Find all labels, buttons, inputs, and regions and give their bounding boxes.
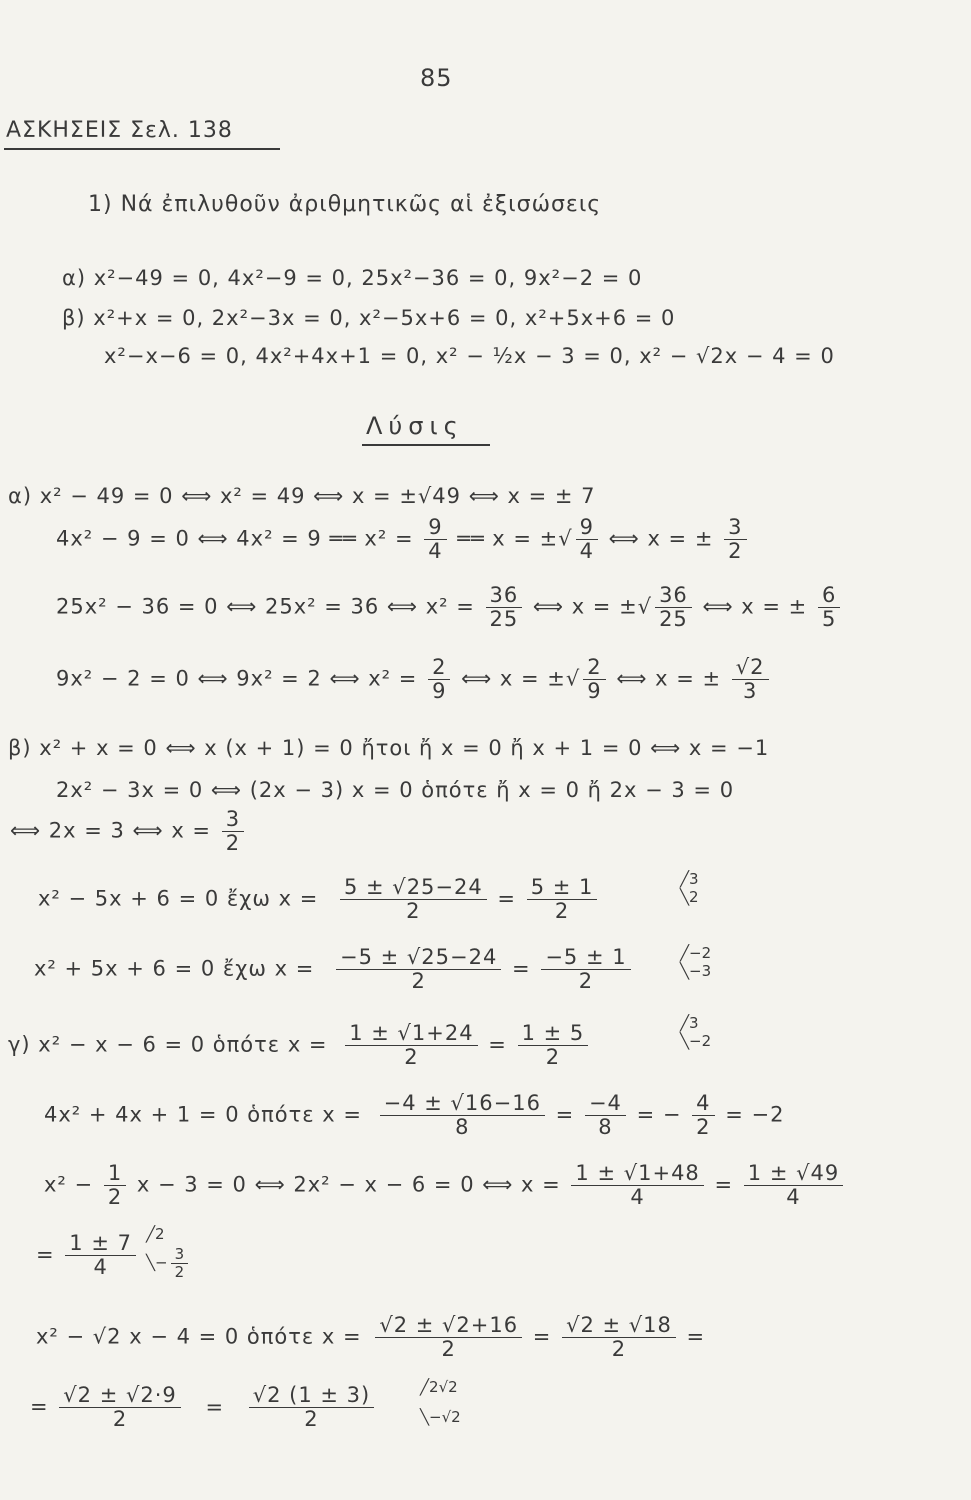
solution-c-line1: x² − 5x + 6 = 0 ἔχω x = $\frac{5 \pm √25-24}{2}$ = $\frac{5 \pm 1}{2}$ [38,876,600,923]
problem-b-line1: β) x²+x = 0, 2x²−3x = 0, x²−5x+6 = 0, x²+5x+6 = 0 [62,306,676,330]
branch-c1: ╱3 ╲2 [680,870,699,906]
section-header: ΑΣΚΗΣΕΙΣ Σελ. 138 [6,118,233,143]
solution-b-line1: β) x² + x = 0 ⟺ x (x + 1) = 0 ἤτοι ἤ x = 0 ἤ x + 1 = 0 ⟺ x = −1 [8,736,770,760]
solution-g-line2: 4x² + 4x + 1 = 0 ὁπότε x = $\frac{-4 \pm √16-16}{8}$ = $\frac{-4}{8}$ = − $\frac{4}{2}$ = −2 [44,1091,785,1140]
solution-g-line4: = $\frac{1 \pm 7}{4}$ [36,1232,139,1279]
solution-a-line4: 9x² − 2 = 0 ⟺ 9x² = 2 ⟺ x² = $\frac{2}{9}$ ⟺ x = ±√ $\frac{2}{9}$ ⟺ x = ± $\frac{√2}{3}$ [56,656,772,703]
exercise-statement: 1) Νά ἐπιλυθοῦν ἀριθμητικῶς αἱ ἐξισώσεις [88,192,602,217]
solution-b-line2: 2x² − 3x = 0 ⟺ (2x − 3) x = 0 ὁπότε ἤ x = 0 ἤ 2x − 3 = 0 [56,778,735,802]
branch-g4: ╱2 ╲− $\frac{3}{2}$ [146,1222,191,1280]
solution-g-line6: = $\frac{√2 \pm √2\cdot 9}{2}$ = $\frac{√2 (1 \pm 3)}{2}$ [30,1384,377,1431]
branch-g6: ╱2√2 ╲−√2 [420,1378,461,1426]
solution-title-underline [362,444,490,446]
problem-a: α) x²−49 = 0, 4x²−9 = 0, 25x²−36 = 0, 9x²−2 = 0 [62,266,643,290]
solution-a-line3: 25x² − 36 = 0 ⟺ 25x² = 36 ⟺ x² = $\frac{36}{25}$ ⟺ x = ±√ $\frac{36}{25}$ ⟺ x = ± $\frac{6}{5}$ [56,584,843,631]
branch-g1: ╱3 ╲−2 [680,1014,712,1050]
solution-g-line5: x² − √2 x − 4 = 0 ὁπότε x = $\frac{√2 \pm √2+16}{2}$ = $\frac{√2 \pm √18}{2}$ = [36,1313,706,1362]
problem-b-line2: x²−x−6 = 0, 4x²+4x+1 = 0, x² − ½x − 3 = 0, x² − √2x − 4 = 0 [104,344,835,368]
page-number: 85 [420,64,453,92]
solution-a-line1: α) x² − 49 = 0 ⟺ x² = 49 ⟺ x = ±√49 ⟺ x = ± 7 [8,484,596,508]
branch-c2: ╱−2 ╲−3 [680,944,712,980]
solution-title: Λύσις [366,412,464,440]
header-underline [4,148,280,150]
solution-c-line2: x² + 5x + 6 = 0 ἔχω x = $\frac{-5 \pm √25-24}{2}$ = $\frac{-5 \pm 1}{2}$ [34,946,634,993]
solution-b-line3: ⟺ 2x = 3 ⟺ x = $\frac{3}{2}$ [10,808,247,855]
solution-g-line3: x² − $\frac{1}{2}$ x − 3 = 0 ⟺ 2x² − x − 6 = 0 ⟺ x = $\frac{1 \pm √1+48}{4}$ = $\frac{1 \pm √49}{4}$ [44,1162,846,1209]
solution-a-line2: 4x² − 9 = 0 ⟺ 4x² = 9 ══ x² = $\frac{9}{4}$ ══ x = ±√ $\frac{9}{4}$ ⟺ x = ± $\frac{3}{2}$ [56,516,750,563]
solution-g-line1: γ) x² − x − 6 = 0 ὁπότε x = $\frac{1 \pm √1+24}{2}$ = $\frac{1 \pm 5}{2}$ [8,1022,591,1069]
